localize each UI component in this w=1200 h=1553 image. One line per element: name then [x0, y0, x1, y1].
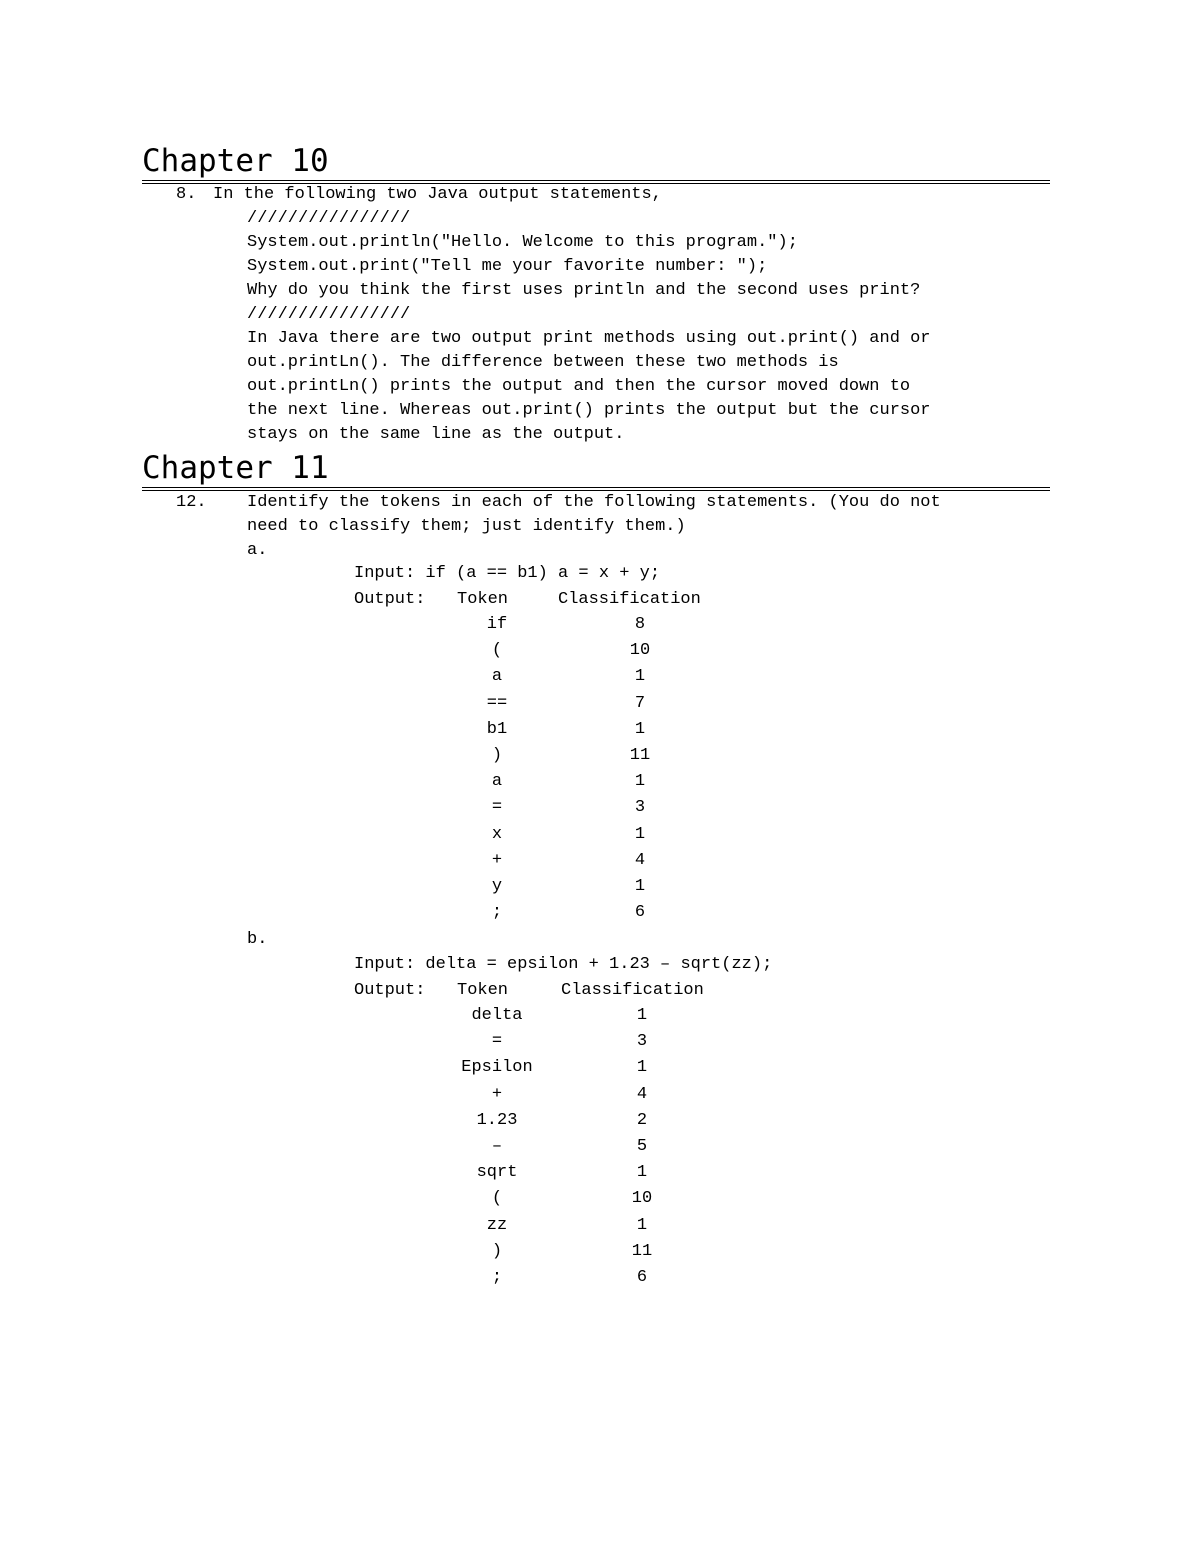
- classification-cell: 5: [636, 1137, 648, 1156]
- part-b-input: Input: delta = epsilon + 1.23 – sqrt(zz);: [354, 955, 773, 974]
- question-8-answer-line: stays on the same line as the output.: [247, 425, 625, 444]
- token-cell: ==: [486, 693, 508, 713]
- classification-cell: 6: [634, 903, 646, 923]
- token-cell: ): [491, 746, 503, 765]
- token-cell: if: [486, 615, 508, 634]
- token-cell: (: [491, 1189, 503, 1209]
- question-8-separator: ////////////////: [247, 305, 411, 324]
- token-cell: –: [491, 1137, 503, 1156]
- classification-cell: 11: [629, 746, 651, 765]
- token-cell: x: [491, 824, 503, 844]
- chapter-10-title: Chapter 10: [142, 143, 329, 179]
- question-12-prompt: need to classify them; just identify them.): [247, 517, 686, 536]
- question-12-number: 12.: [176, 493, 207, 512]
- classification-cell: 4: [636, 1084, 648, 1104]
- classification-cell: 1: [634, 667, 646, 687]
- classification-cell: 2: [636, 1110, 648, 1130]
- classification-cell: 1: [634, 877, 646, 896]
- classification-cell: 1: [636, 1006, 648, 1025]
- part-b-output-label: Output:: [354, 981, 426, 1000]
- part-a-token-header: Token: [457, 590, 509, 609]
- token-cell: sqrt: [476, 1163, 518, 1183]
- classification-cell: 1: [636, 1215, 648, 1235]
- token-cell: ;: [491, 1268, 503, 1287]
- token-cell: 1.23: [476, 1110, 518, 1130]
- part-a-classification-header: Classification: [558, 590, 701, 609]
- question-8-answer-line: the next line. Whereas out.print() prints the output but the cursor: [247, 401, 931, 420]
- part-a-input: Input: if (a == b1) a = x + y;: [354, 564, 661, 583]
- question-8-prompt: In the following two Java output statements,: [213, 185, 662, 204]
- question-12-prompt: Identify the tokens in each of the following statements. (You do not: [247, 493, 941, 512]
- classification-cell: 8: [634, 615, 646, 634]
- classification-cell: 1: [636, 1058, 648, 1078]
- token-cell: ): [491, 1241, 503, 1261]
- question-8-question: Why do you think the first uses println and the second uses print?: [247, 281, 921, 300]
- token-cell: a: [491, 772, 503, 792]
- question-8-code-line: System.out.println("Hello. Welcome to this program.");: [247, 233, 798, 252]
- part-a-output-label: Output:: [354, 590, 426, 609]
- token-cell: (: [491, 641, 503, 661]
- token-cell: Epsilon: [461, 1058, 533, 1078]
- token-cell: y: [491, 877, 503, 896]
- token-cell: +: [491, 850, 503, 870]
- chapter-10-heading: [142, 142, 1050, 184]
- classification-cell: 6: [636, 1268, 648, 1287]
- token-cell: a: [491, 667, 503, 687]
- part-a-label: a.: [247, 541, 268, 560]
- part-b-classification-header: Classification: [561, 981, 704, 1000]
- question-8-answer-line: In Java there are two output print methods using out.print() and or: [247, 329, 931, 348]
- classification-cell: 1: [636, 1163, 648, 1183]
- classification-cell: 1: [634, 772, 646, 792]
- token-cell: =: [491, 798, 503, 818]
- token-cell: delta: [471, 1006, 523, 1025]
- classification-cell: 11: [631, 1241, 653, 1261]
- token-cell: =: [491, 1032, 503, 1052]
- question-8-separator: ////////////////: [247, 209, 411, 228]
- classification-cell: 10: [629, 641, 651, 661]
- classification-cell: 1: [634, 824, 646, 844]
- chapter-11-heading: [142, 449, 1050, 491]
- question-8-answer-line: out.printLn(). The difference between these two methods is: [247, 353, 839, 372]
- part-b-label: b.: [247, 930, 268, 949]
- token-cell: b1: [486, 719, 508, 739]
- classification-cell: 7: [634, 693, 646, 713]
- classification-cell: 4: [634, 850, 646, 870]
- chapter-11-title: Chapter 11: [142, 450, 329, 486]
- classification-cell: 3: [634, 798, 646, 818]
- classification-cell: 10: [631, 1189, 653, 1209]
- question-8-code-line: System.out.print("Tell me your favorite number: ");: [247, 257, 768, 276]
- classification-cell: 3: [636, 1032, 648, 1052]
- classification-cell: 1: [634, 719, 646, 739]
- token-cell: +: [491, 1084, 503, 1104]
- question-8-number: 8.: [176, 185, 197, 204]
- token-cell: ;: [491, 903, 503, 923]
- question-8-answer-line: out.printLn() prints the output and then the cursor moved down to: [247, 377, 911, 396]
- part-b-token-header: Token: [457, 981, 509, 1000]
- token-cell: zz: [486, 1215, 508, 1235]
